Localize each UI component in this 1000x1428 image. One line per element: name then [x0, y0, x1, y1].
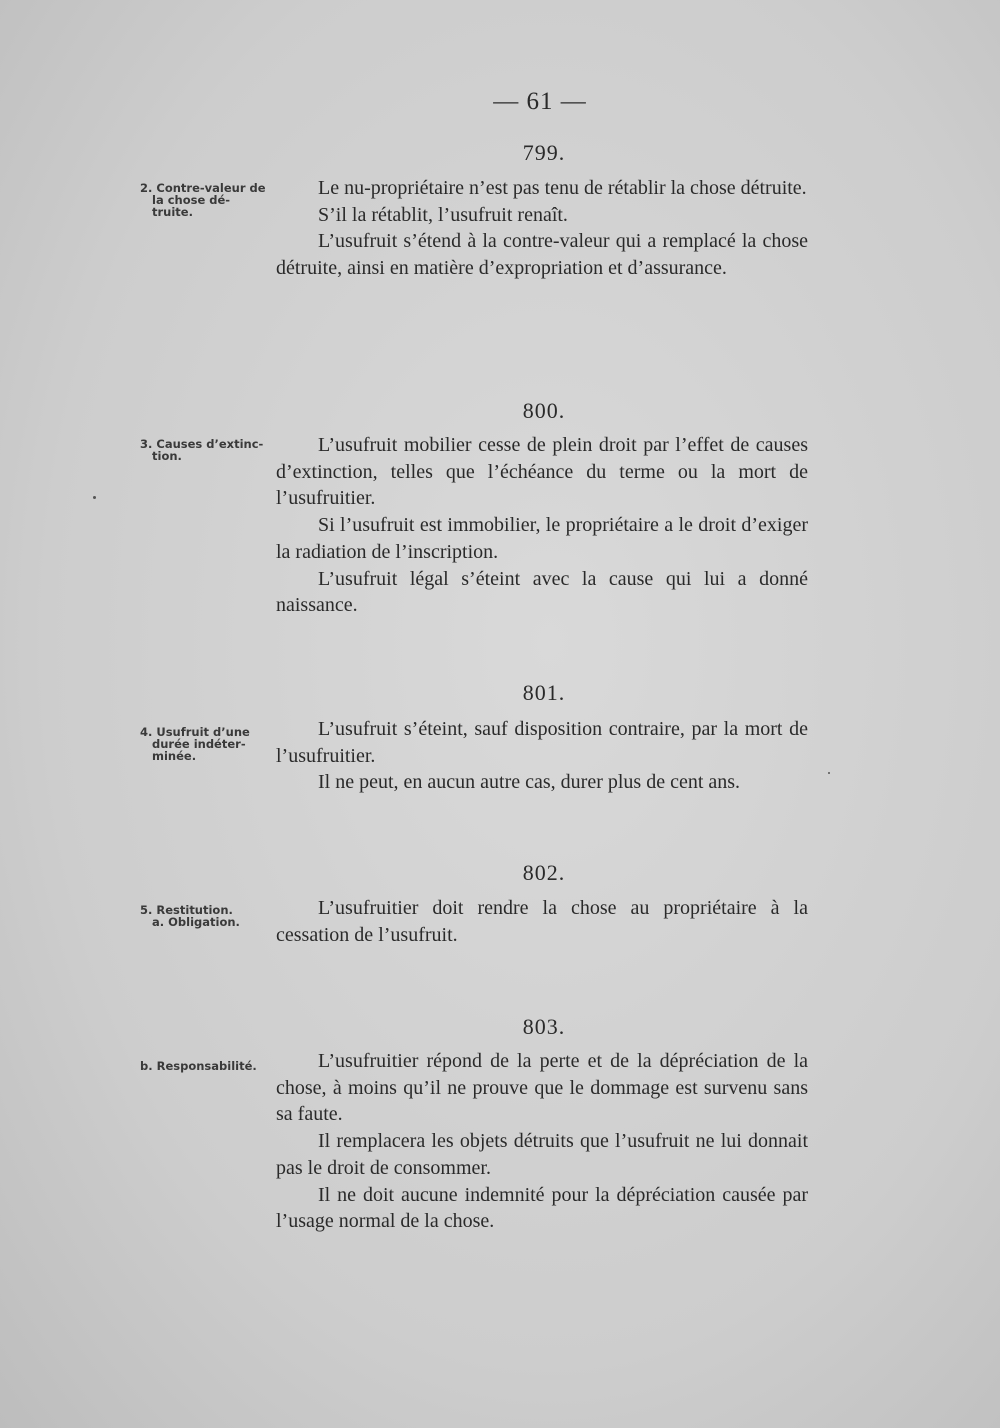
paragraph: Le nu-propriétaire n’est pas tenu de rétablir la chose détruite.	[318, 177, 807, 199]
margin-note-line: durée indéter-	[152, 737, 246, 751]
margin-note-line: tion.	[152, 449, 182, 463]
paragraph: L’usufruit s’étend à la contre-valeur qui a remplacé la chose détruite, ainsi en matière d’expropriation et d’assurance.	[276, 230, 808, 280]
paper-speck	[828, 772, 830, 774]
article-number-799: 799.	[522, 140, 566, 165]
article-body-802	[276, 895, 808, 948]
article-body-800	[276, 432, 808, 619]
margin-note-line: 5. Restitution.	[140, 903, 233, 917]
paragraph: L’usufruit s’éteint, sauf disposition contraire, par la mort de l’usufruitier.	[276, 718, 808, 767]
margin-note-800	[140, 438, 275, 462]
margin-note-802	[140, 904, 275, 928]
article-number-802: 802.	[522, 860, 566, 885]
paragraph: Il remplacera les objets détruits que l’usufruit ne lui donnait pas le droit de consommer.	[276, 1130, 808, 1179]
paragraph: Il ne doit aucune indemnité pour la dépréciation causée par l’usage normal de la chose.	[276, 1183, 808, 1233]
margin-note-line: minée.	[152, 749, 197, 763]
paragraph: L’usufruitier répond de la perte et de la dépréciation de la chose, à moins qu’il ne prouve que le dommage est survenu sans sa faute.	[276, 1050, 808, 1126]
margin-note-799	[140, 182, 275, 218]
margin-note-line: a. Obligation.	[152, 915, 240, 929]
margin-note-801	[140, 726, 275, 762]
article-number-801: 801.	[522, 680, 566, 705]
paragraph: L’usufruitier doit rendre la chose au propriétaire à la cessation de l’usufruit.	[276, 897, 808, 946]
paragraph: S’il la rétablit, l’usufruit renaît.	[318, 203, 568, 226]
paragraph: L’usufruit légal s’éteint avec la cause qui lui a donné naissance.	[276, 567, 808, 617]
paragraph: L’usufruit mobilier cesse de plein droit par l’effet de causes d’extinction, telles que l’échéance du terme ou la mort de l’usufruitier.	[276, 434, 808, 510]
margin-note-line: 4. Usufruit d’une	[140, 725, 250, 739]
margin-note-line: la chose dé-	[152, 193, 231, 207]
paper-speck	[93, 496, 96, 499]
article-number-800: 800.	[522, 398, 566, 423]
article-body-799	[276, 175, 808, 282]
margin-note-line: b. Responsabilité.	[140, 1059, 257, 1073]
margin-note-line: 2. Contre-valeur de	[140, 181, 266, 195]
article-number-803: 803.	[522, 1014, 566, 1039]
article-body-801	[276, 716, 808, 796]
margin-note-line: 3. Causes d’extinc-	[140, 437, 264, 451]
paragraph: Si l’usufruit est immobilier, le propriétaire a le droit d’exiger la radiation de l’inscription.	[276, 514, 808, 563]
margin-note-803	[140, 1060, 275, 1072]
page-number: — 61 —	[493, 88, 587, 115]
article-body-803	[276, 1048, 808, 1235]
margin-note-line: truite.	[152, 205, 193, 219]
paragraph: Il ne peut, en aucun autre cas, durer plus de cent ans.	[318, 771, 741, 794]
